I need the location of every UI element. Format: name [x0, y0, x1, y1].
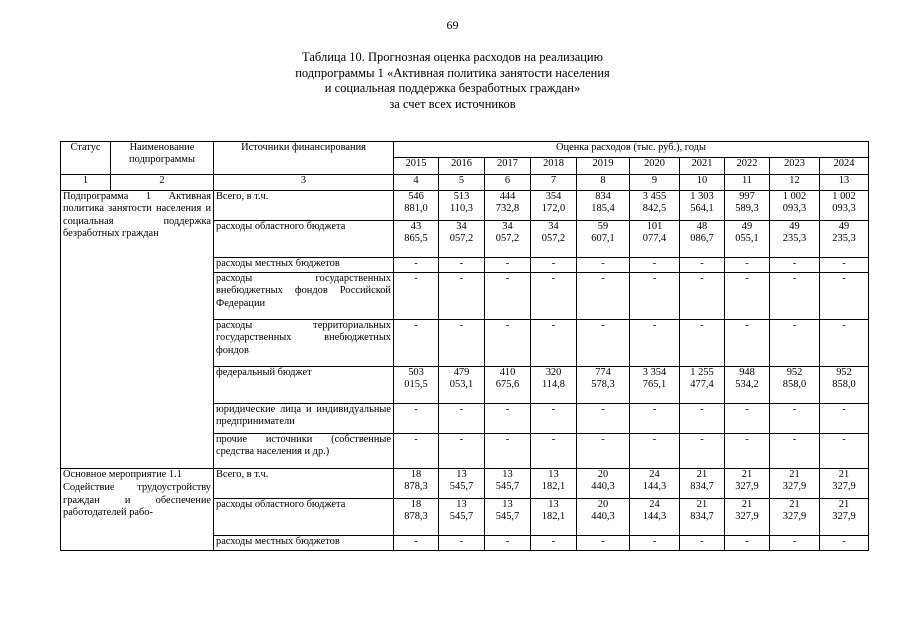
value-cell: -: [394, 404, 439, 434]
value-cell: 546 881,0: [394, 191, 439, 221]
funding-source: прочие источники (собственные средства населения и др.): [214, 434, 394, 469]
value-cell: -: [630, 404, 680, 434]
value-cell: 48 086,7: [680, 221, 725, 258]
funding-source: расходы областного бюджета: [214, 221, 394, 258]
value-cell: 952 858,0: [820, 367, 869, 404]
value-cell: 513 110,3: [439, 191, 485, 221]
value-cell: -: [577, 536, 630, 551]
value-cell: -: [439, 434, 485, 469]
value-cell: 444 732,8: [485, 191, 531, 221]
value-cell: -: [394, 536, 439, 551]
value-cell: -: [485, 320, 531, 367]
value-cell: -: [725, 258, 770, 273]
year-header: 2015: [394, 158, 439, 175]
value-cell: -: [820, 536, 869, 551]
value-cell: 479 053,1: [439, 367, 485, 404]
column-number: 10: [680, 175, 725, 191]
title-line: и социальная поддержка безработных граждан»: [324, 81, 581, 95]
value-cell: -: [394, 434, 439, 469]
column-number: 2: [111, 175, 214, 191]
value-cell: 21 327,9: [770, 499, 820, 536]
column-number: 4: [394, 175, 439, 191]
value-cell: 952 858,0: [770, 367, 820, 404]
value-cell: -: [577, 320, 630, 367]
value-cell: -: [630, 536, 680, 551]
value-cell: -: [485, 434, 531, 469]
value-cell: -: [725, 536, 770, 551]
year-header: 2020: [630, 158, 680, 175]
value-cell: 49 235,3: [770, 221, 820, 258]
funding-source: расходы территориальных государственных внебюджетных фондов: [214, 320, 394, 367]
value-cell: 21 834,7: [680, 499, 725, 536]
value-cell: -: [725, 273, 770, 320]
year-header: 2019: [577, 158, 630, 175]
value-cell: 21 327,9: [725, 499, 770, 536]
value-cell: 24 144,3: [630, 469, 680, 499]
value-cell: 1 255 477,4: [680, 367, 725, 404]
value-cell: -: [820, 258, 869, 273]
value-cell: 34 057,2: [531, 221, 577, 258]
header-status: Статус: [61, 142, 111, 175]
value-cell: -: [531, 258, 577, 273]
value-cell: 13 182,1: [531, 469, 577, 499]
value-cell: -: [531, 320, 577, 367]
value-cell: -: [770, 273, 820, 320]
value-cell: 21 327,9: [820, 469, 869, 499]
column-number: 12: [770, 175, 820, 191]
year-header: 2017: [485, 158, 531, 175]
table-row: [61, 191, 869, 221]
measure-description: Содействие трудоустройству граждан и обеспечение работодателей рабо-: [63, 482, 211, 519]
value-cell: 13 545,7: [439, 499, 485, 536]
value-cell: -: [820, 273, 869, 320]
column-number: 7: [531, 175, 577, 191]
value-cell: 354 172,0: [531, 191, 577, 221]
value-cell: -: [680, 320, 725, 367]
value-cell: 59 607,1: [577, 221, 630, 258]
funding-source: расходы местных бюджетов: [214, 258, 394, 273]
year-header: 2024: [820, 158, 869, 175]
value-cell: -: [630, 258, 680, 273]
value-cell: -: [439, 320, 485, 367]
column-number: 5: [439, 175, 485, 191]
title-line: Таблица 10. Прогнозная оценка расходов на реализацию: [302, 50, 603, 64]
funding-source: федеральный бюджет: [214, 367, 394, 404]
value-cell: 21 327,9: [770, 469, 820, 499]
value-cell: 1 002 093,3: [820, 191, 869, 221]
value-cell: 21 327,9: [820, 499, 869, 536]
value-cell: -: [630, 273, 680, 320]
value-cell: -: [680, 536, 725, 551]
value-cell: -: [770, 434, 820, 469]
value-cell: -: [630, 320, 680, 367]
header-estimate: Оценка расходов (тыс. руб.), годы: [394, 142, 869, 158]
value-cell: 18 878,3: [394, 499, 439, 536]
value-cell: -: [680, 258, 725, 273]
value-cell: -: [770, 320, 820, 367]
funding-source: Всего, в т.ч.: [214, 469, 394, 499]
year-header: 2018: [531, 158, 577, 175]
value-cell: 834 185,4: [577, 191, 630, 221]
value-cell: -: [394, 320, 439, 367]
value-cell: -: [531, 434, 577, 469]
value-cell: -: [680, 273, 725, 320]
value-cell: -: [725, 404, 770, 434]
column-number: 3: [214, 175, 394, 191]
value-cell: 13 182,1: [531, 499, 577, 536]
value-cell: -: [725, 434, 770, 469]
value-cell: 997 589,3: [725, 191, 770, 221]
value-cell: -: [394, 273, 439, 320]
value-cell: -: [630, 434, 680, 469]
value-cell: 101 077,4: [630, 221, 680, 258]
value-cell: -: [770, 258, 820, 273]
value-cell: -: [725, 320, 770, 367]
value-cell: 503 015,5: [394, 367, 439, 404]
value-cell: -: [485, 536, 531, 551]
value-cell: -: [577, 404, 630, 434]
value-cell: 21 327,9: [725, 469, 770, 499]
value-cell: -: [439, 404, 485, 434]
value-cell: 320 114,8: [531, 367, 577, 404]
header-sources: Источники финансирования: [214, 142, 394, 175]
column-number: 11: [725, 175, 770, 191]
value-cell: -: [577, 258, 630, 273]
value-cell: 34 057,2: [439, 221, 485, 258]
value-cell: 20 440,3: [577, 469, 630, 499]
column-number: 8: [577, 175, 630, 191]
value-cell: 3 354 765,1: [630, 367, 680, 404]
column-number: 1: [61, 175, 111, 191]
value-cell: 34 057,2: [485, 221, 531, 258]
value-cell: -: [820, 434, 869, 469]
value-cell: 18 878,3: [394, 469, 439, 499]
value-cell: 774 578,3: [577, 367, 630, 404]
funding-source: расходы областного бюджета: [214, 499, 394, 536]
value-cell: 1 002 093,3: [770, 191, 820, 221]
page-number: 69: [446, 18, 459, 32]
value-cell: 13 545,7: [485, 469, 531, 499]
value-cell: -: [394, 258, 439, 273]
funding-source: расходы государственных внебюджетных фондов Российской Федерации: [214, 273, 394, 320]
value-cell: -: [439, 273, 485, 320]
year-header: 2021: [680, 158, 725, 175]
value-cell: 43 865,5: [394, 221, 439, 258]
header-name: Наименование подпрограммы: [111, 142, 214, 175]
value-cell: 3 455 842,5: [630, 191, 680, 221]
value-cell: -: [577, 273, 630, 320]
value-cell: -: [439, 258, 485, 273]
value-cell: 13 545,7: [485, 499, 531, 536]
funding-source: Всего, в т.ч.: [214, 191, 394, 221]
value-cell: -: [531, 404, 577, 434]
value-cell: 49 235,3: [820, 221, 869, 258]
value-cell: 21 834,7: [680, 469, 725, 499]
funding-source: юридические лица и индивидуальные предприниматели: [214, 404, 394, 434]
column-number: 13: [820, 175, 869, 191]
funding-source: расходы местных бюджетов: [214, 536, 394, 551]
value-cell: -: [485, 258, 531, 273]
value-cell: -: [531, 273, 577, 320]
title-line: подпрограммы 1 «Активная политика занятости населения: [295, 65, 610, 80]
value-cell: -: [485, 404, 531, 434]
value-cell: -: [820, 404, 869, 434]
value-cell: -: [680, 404, 725, 434]
value-cell: -: [680, 434, 725, 469]
value-cell: 13 545,7: [439, 469, 485, 499]
value-cell: -: [820, 320, 869, 367]
table-title: [0, 50, 905, 112]
value-cell: -: [577, 434, 630, 469]
table-row: [61, 469, 869, 499]
value-cell: 1 303 564,1: [680, 191, 725, 221]
value-cell: 20 440,3: [577, 499, 630, 536]
value-cell: -: [439, 536, 485, 551]
year-header: 2022: [725, 158, 770, 175]
value-cell: 410 675,6: [485, 367, 531, 404]
value-cell: -: [770, 536, 820, 551]
value-cell: 24 144,3: [630, 499, 680, 536]
column-number: 9: [630, 175, 680, 191]
value-cell: 49 055,1: [725, 221, 770, 258]
expense-table: [60, 141, 869, 551]
column-number: 6: [485, 175, 531, 191]
value-cell: 948 534,2: [725, 367, 770, 404]
title-line: за счет всех источников: [389, 96, 516, 111]
year-header: 2016: [439, 158, 485, 175]
subprogram-status: Подпрограмма 1 Активная политика занятости населения и социальная поддержка безработных граждан: [61, 191, 214, 469]
value-cell: -: [531, 536, 577, 551]
measure-status: [61, 469, 214, 551]
value-cell: -: [770, 404, 820, 434]
year-header: 2023: [770, 158, 820, 175]
measure-title: Основное мероприятие 1.1: [63, 469, 182, 480]
value-cell: -: [485, 273, 531, 320]
